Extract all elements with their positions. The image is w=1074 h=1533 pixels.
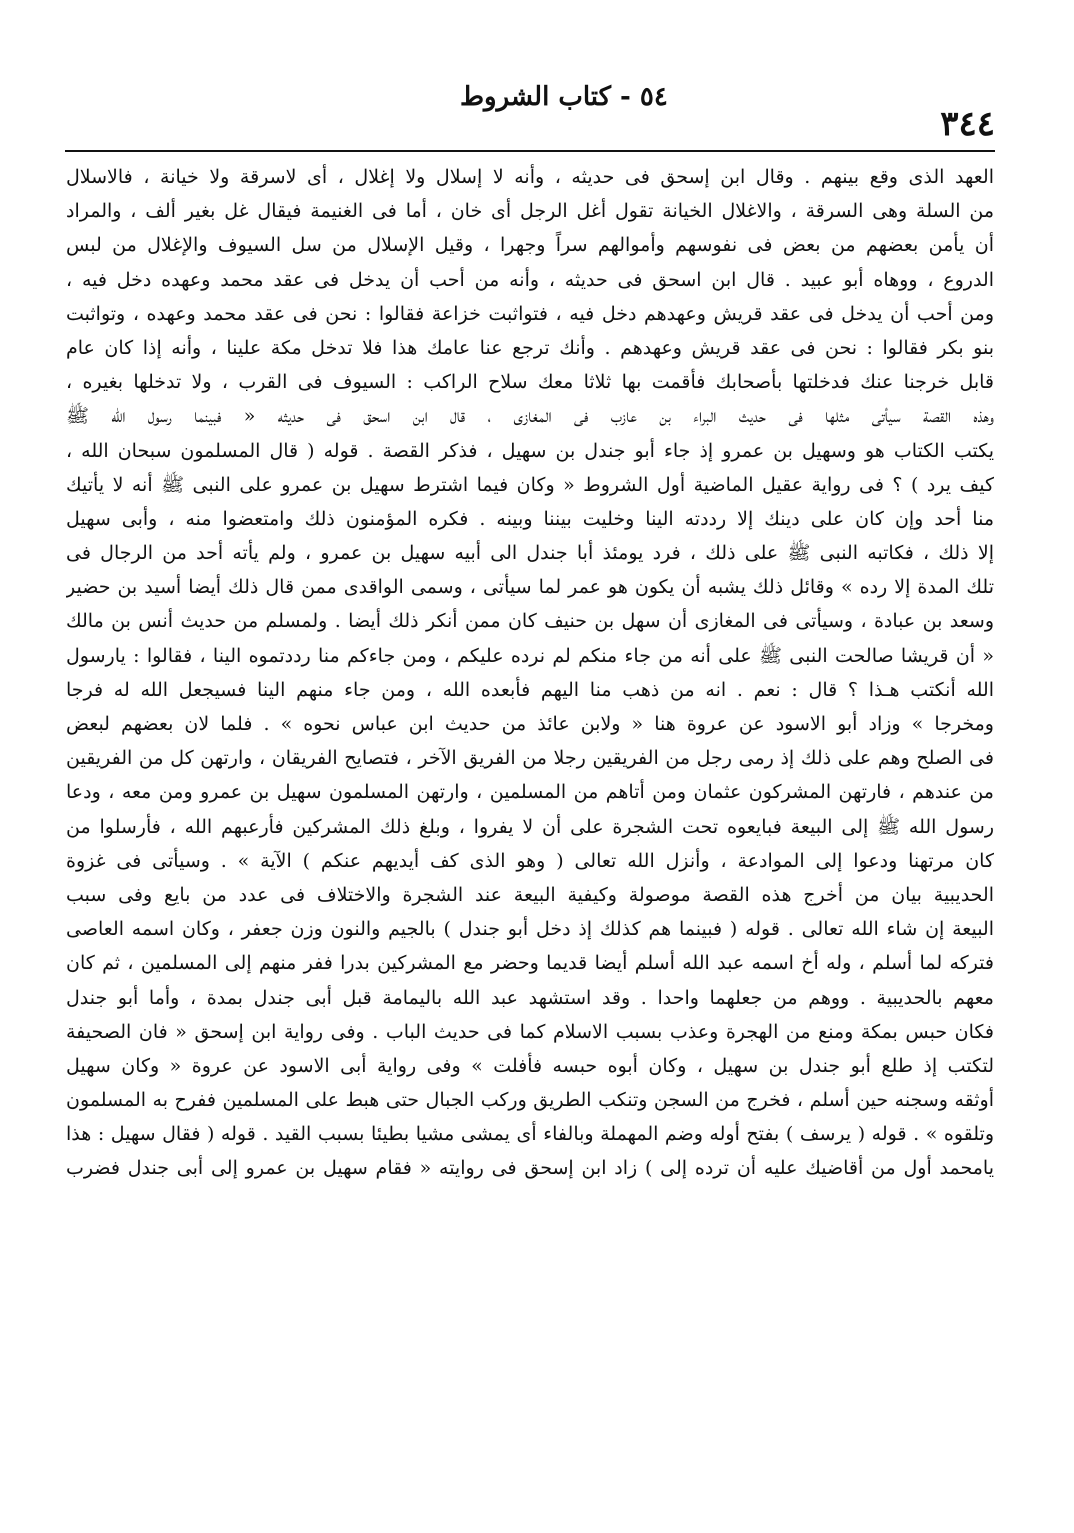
text-line: معهم بالحديبية . ووهم من جعلهما واحدا . وقد استشهد عبد الله باليمامة قبل أبى جندل بمدة ، وأما أبو جندل [66,986,994,1009]
text-line: يامحمد أول من أقاضيك عليه أن ترده إلى ) زاد ابن إسحق فى روايته « فقام سهيل بن عمرو إلى أبى جندل فضرب [66,1157,994,1180]
text-line: أوثقه وسجنه حين أسلم ، فخرج من السجن وتنكب الطريق وركب الجبال حتى هبط على المسلمين ففرح به المسلمون [66,1089,994,1112]
header-rule [65,150,995,152]
text-line: رسول الله ﷺ إلى البيعة فبايعوه تحت الشجرة على أن لا يفروا ، وبلغ ذلك المشركين فأرعبهم الله ، فأرسلوا من [66,815,994,838]
text-line: وسعد بن عبادة ، وسيأتى فى المغازى أن سهل بن حنيف كان ممن أنكر ذلك أيضا . ولمسلم من حديث أنس بن مالك [66,610,994,633]
body-text [66,160,994,1186]
text-line: من عندهم ، فارتهن المشركون عثمان ومن أتاهم من المسلمين ، وارتهن المسلمون سهيل بن عمرو ومن معه ، ودعا [66,781,994,804]
text-line: الحديبية بيان من أخرج هذه القصة موصولة وكيفية البيعة عند الشجرة والاختلاف فى عدد من بايع وفى سبب [66,883,994,906]
text-line: فكان حبس بمكة ومنع من الهجرة وعذب بسبب الاسلام كما فى حديث الباب . وفى رواية ابن إسحق « فان الصحيفة [66,1020,994,1043]
text-line: لتكتب إذ طلع أبو جندل بن سهيل ، وكان أبوه حبسه فأفلت » وفى رواية أبى الاسود عن عروة « وكان سهيل [66,1054,994,1077]
page-number: ٣٤٤ [940,104,995,144]
text-line: ومخرجا » وزاد أبو الاسود عن عروة هنا « ولابن عائذ من حديث ابن عباس نحوه » . فلما لان بعضهم لبعض [66,713,994,735]
text-line: يكتب الكتاب هو وسهيل بن عمرو إذ جاء أبو جندل بن سهيل ، فذكر القصة . قوله ( قال المسلمون سبحان الله ، [66,439,994,462]
text-line: البيعة إن شاء الله تعالى . قوله ( فبينما هم كذلك إذ دخل أبو جندل ) بالجيم والنون وزن جعفر ، وكان اسمه العاصى [66,918,994,941]
text-line: قابل خرجنا عنك فدخلتها بأصحابك فأقمت بها ثلاثا معك سلاح الراكب : السيوف فى القرب ، ولا تدخلها بغيره ، [66,371,994,394]
text-line: كان مرتهنا ودعوا إلى الموادعة ، وأنزل الله تعالى ( وهو الذى كف أيديهم عنكم ) الآية » . وسيأتى فى غزوة [66,849,994,872]
running-head: ٥٤ - كتاب الشروط [460,82,668,112]
text-line: وتلقوه » . قوله ( يرسف ) بفتح أوله وضم المهملة وبالفاء أى يمشى مشيا بطيئا بسبب القيد . قوله ( فقال سهيل : هذا [66,1123,994,1146]
text-line: « أن قريشا صالحت النبى ﷺ على أنه من جاء منكم لم نرده عليكم ، ومن جاءكم منا رددتموه الينا ، فقالوا : يارسول [66,644,994,667]
text-line: الله أنكتب هـذا ؟ قال : نعم . انه من ذهب منا اليهم فأبعده الله ، ومن جاء منهم الينا فسيجعل الله له فرجا [66,678,994,701]
text-line: وهذه القصة سيأتى مثلها فى حديث البراء بن عازب فى المغازى ، قال ابن اسحق فى حديثه « فبينما رسول الله ﷺ [66,405,994,428]
page-header [60,78,1005,158]
text-line: العهد الذى وقع بينهم . وقال ابن إسحق فى حديثه ، وأنه لا إسلال ولا إغلال ، أى لاسرقة ولا خيانة ، فالاسلال [66,166,994,188]
text-line: ومن أحب أن يدخل فى عقد قريش وعهدهم دخل فيه ، فتواثبت خزاعة فقالوا : نحن فى عقد محمد وعهده ، وتواثبت [66,302,994,325]
text-line: أن يأمن بعضهم من بعض فى نفوسهم وأموالهم سراً وجهرا ، وقيل الإسلال من سل السيوف والإغلال من لبس [66,234,994,257]
text-line: فى الصلح وهم على ذلك إذ رمى رجل من الفريقين رجلا من الفريق الآخر ، فتصايح الفريقان ، وارتهن كل من الفريقين [66,747,994,770]
text-line: فتركه لما أسلم ، وله أخ اسمه عبد الله أسلم أيضا قديما وحضر مع المشركين بدرا ففر منهم إلى المسلمين ، ثم كان [66,952,994,975]
text-line: بنو بكر فقالوا : نحن فى عقد قريش وعهدهم . وأنك ترجع عنا عامك هذا فلا تدخل مكة علينا ، وأنه إذا كان عام [66,336,994,359]
text-line: منا أحد وإن كان على دينك إلا رددته الينا وخليت بيننا وبينه . فكره المؤمنون ذلك وامتعضوا منه ، وأبى سهيل [66,507,994,530]
text-line: كيف يرد ) ؟ فى رواية عقيل الماضية أول الشروط « وكان فيما اشترط سهيل بن عمرو على النبى ﷺ أنه لا يأتيك [66,473,994,496]
text-line: إلا ذلك ، فكاتبه النبى ﷺ على ذلك ، فرد يومئذ أبا جندل الى أبيه سهيل بن عمرو ، ولم يأته أحد من الرجال فى [66,542,994,565]
text-line: من السلة وهى السرقة ، والاغلال الخيانة تقول أغل الرجل أى خان ، أما فى الغنيمة فيقال غل بغير ألف ، والمراد [66,200,994,223]
text-line: تلك المدة إلا رده » وقائل ذلك يشبه أن يكون هو عمر لما سيأتى ، وسمى الواقدى ممن قال ذلك أيضا أسيد بن حضير [66,576,994,599]
text-line: الدروع ، ووهاه أبو عبيد . قال ابن اسحق فى حديثه ، وأنه من أحب أن يدخل فى عقد محمد وعهده دخل فيه ، [66,268,994,291]
